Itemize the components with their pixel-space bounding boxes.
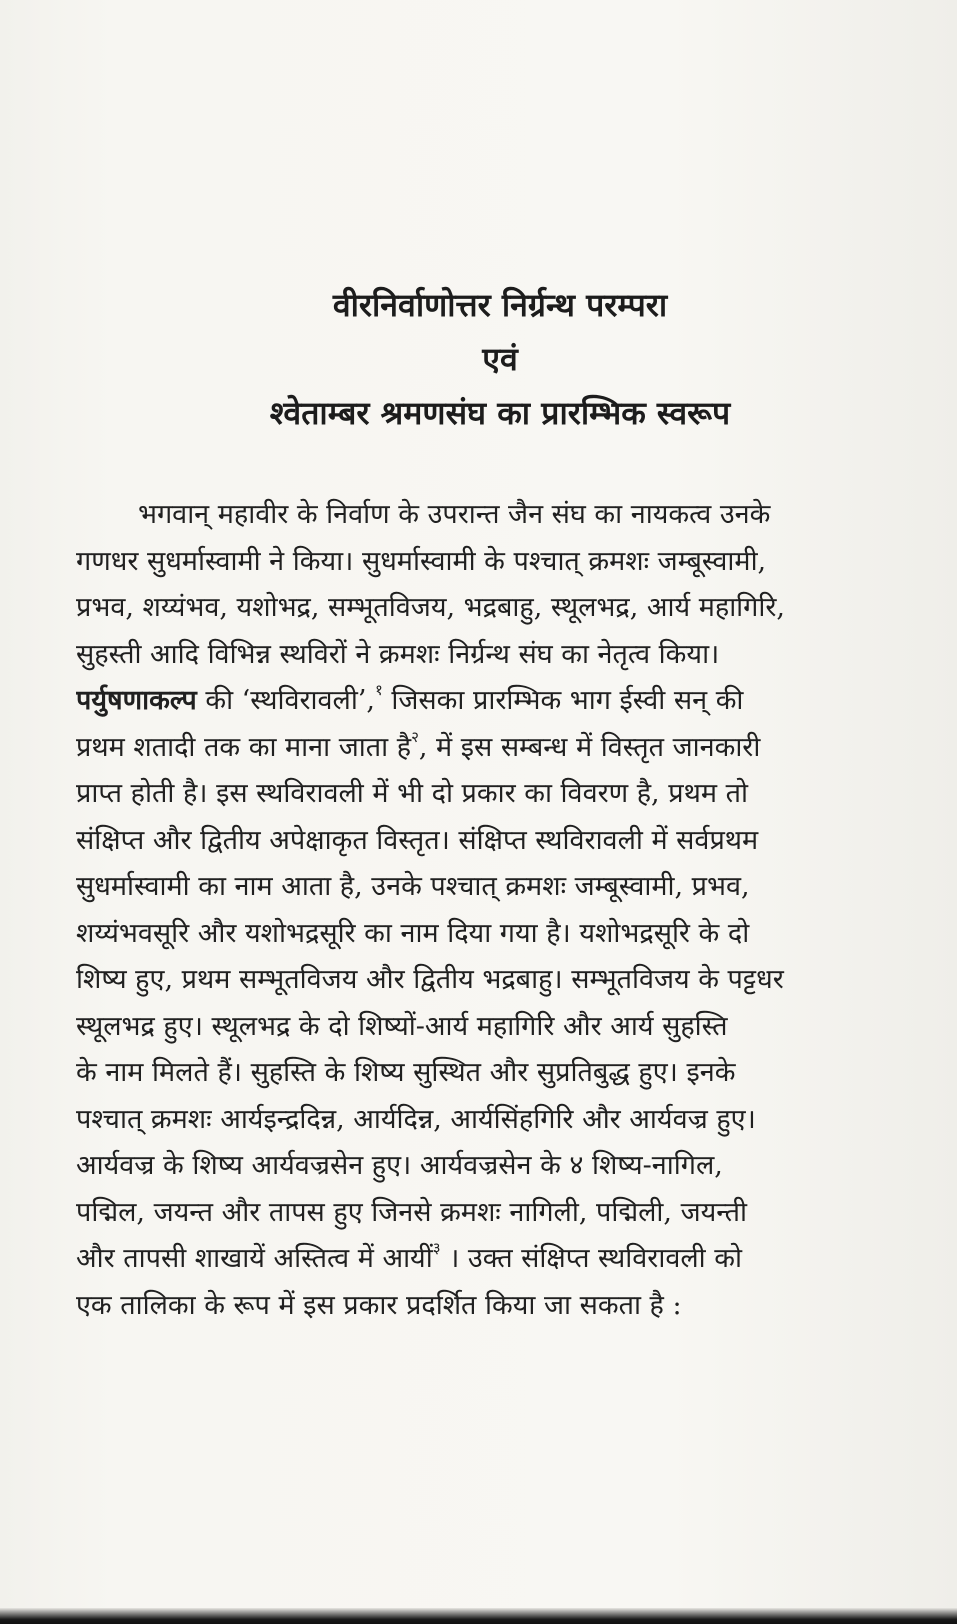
paragraph-line-6: [76, 725, 946, 772]
paragraph-line-18: एक तालिका के रूप में इस प्रकार प्रदर्शित किया जा सकता है :: [76, 1289, 682, 1321]
paragraph-line-17: [76, 1236, 946, 1283]
paragraph-line-8: संक्षिप्त और द्वितीय अपेक्षाकृत विस्तृत। संक्षिप्त स्थविरावली में सर्वप्रथम: [76, 824, 759, 856]
line-6-segment-b: , में इस सम्बन्ध में विस्तृत जानकारी: [418, 731, 761, 763]
body-paragraph: [76, 492, 946, 1329]
paragraph-line-13: के नाम मिलते हैं। सुहस्ति के शिष्य सुस्थित और सुप्रतिबुद्ध हुए। इनके: [76, 1057, 736, 1088]
footnote-marker-3: ३: [432, 1239, 441, 1257]
line-17-segment-a: और तापसी शाखायें अस्तित्व में आयीं: [76, 1243, 433, 1274]
footnote-marker-1: १: [375, 681, 383, 699]
paragraph-line-5: [76, 678, 946, 725]
chapter-title-line-2: एवं: [482, 340, 518, 378]
paragraph-line-11: शिष्य हुए, प्रथम सम्भूतविजय और द्वितीय भद्रबाहु। सम्भूतविजय के पट्टधर: [76, 964, 784, 995]
line-5-segment-a: की ‘स्थविरावली’,: [196, 685, 375, 716]
page-bottom-edge: [0, 1608, 957, 1624]
paragraph-line-16: पद्मिल, जयन्त और तापस हुए जिनसे क्रमशः नागिली, पद्मिली, जयन्ती: [76, 1196, 747, 1228]
paragraph-line-2: गणधर सुधर्मास्वामी ने किया। सुधर्मास्वामी के पश्चात् क्रमशः जम्बूस्वामी,: [76, 545, 767, 577]
paragraph-line-9: सुधर्मास्वामी का नाम आता है, उनके पश्चात् क्रमशः जम्बूस्वामी, प्रभव,: [76, 871, 750, 902]
work-title-bold: पर्युषणाकल्प: [76, 685, 197, 716]
paragraph-line-15: आर्यवज्र के शिष्य आर्यवज्रसेन हुए। आर्यवज्रसेन के ४ शिष्य-नागिल,: [76, 1150, 723, 1181]
paragraph-line-7: प्राप्त होती है। इस स्थविरावली में भी दो प्रकार का विवरण है, प्रथम तो: [76, 778, 748, 809]
paragraph-line-10: शय्यंभवसूरि और यशोभद्रसूरि का नाम दिया गया है। यशोभद्रसूरि के दो: [76, 917, 750, 949]
line-17-segment-b: । उक्त संक्षिप्त स्थविरावली को: [440, 1243, 742, 1274]
footnote-marker-2: २: [411, 727, 419, 746]
chapter-title-line-1: वीरनिर्वाणोत्तर निर्ग्रन्थ परम्परा: [332, 286, 668, 324]
chapter-title-line-3: श्वेताम्बर श्रमणसंघ का प्रारम्भिक स्वरूप: [269, 394, 731, 432]
line-6-segment-a: प्रथम शतादी तक का माना जाता है: [76, 731, 412, 763]
paragraph-line-4: सुहस्ती आदि विभिन्न स्थविरों ने क्रमशः निर्ग्रन्थ संघ का नेतृत्व किया।: [76, 638, 720, 670]
paragraph-line-1: भगवान् महावीर के निर्वाण के उपरान्त जैन संघ का नायकत्व उनके: [138, 499, 771, 530]
paragraph-line-3: प्रभव, शय्यंभव, यशोभद्र, सम्भूतविजय, भद्रबाहु, स्थूलभद्र, आर्य महागिरि,: [76, 592, 785, 623]
line-5-segment-b: जिसका प्रारम्भिक भाग ईस्वी सन् की: [382, 685, 744, 716]
paragraph-line-14: पश्चात् क्रमशः आर्यइन्द्रदिन्न, आर्यदिन्न, आर्यसिंहगिरि और आर्यवज्र हुए।: [76, 1103, 756, 1135]
paragraph-line-12: स्थूलभद्र हुए। स्थूलभद्र के दो शिष्यों-आर्य महागिरि और आर्य सुहस्ति: [76, 1010, 728, 1042]
